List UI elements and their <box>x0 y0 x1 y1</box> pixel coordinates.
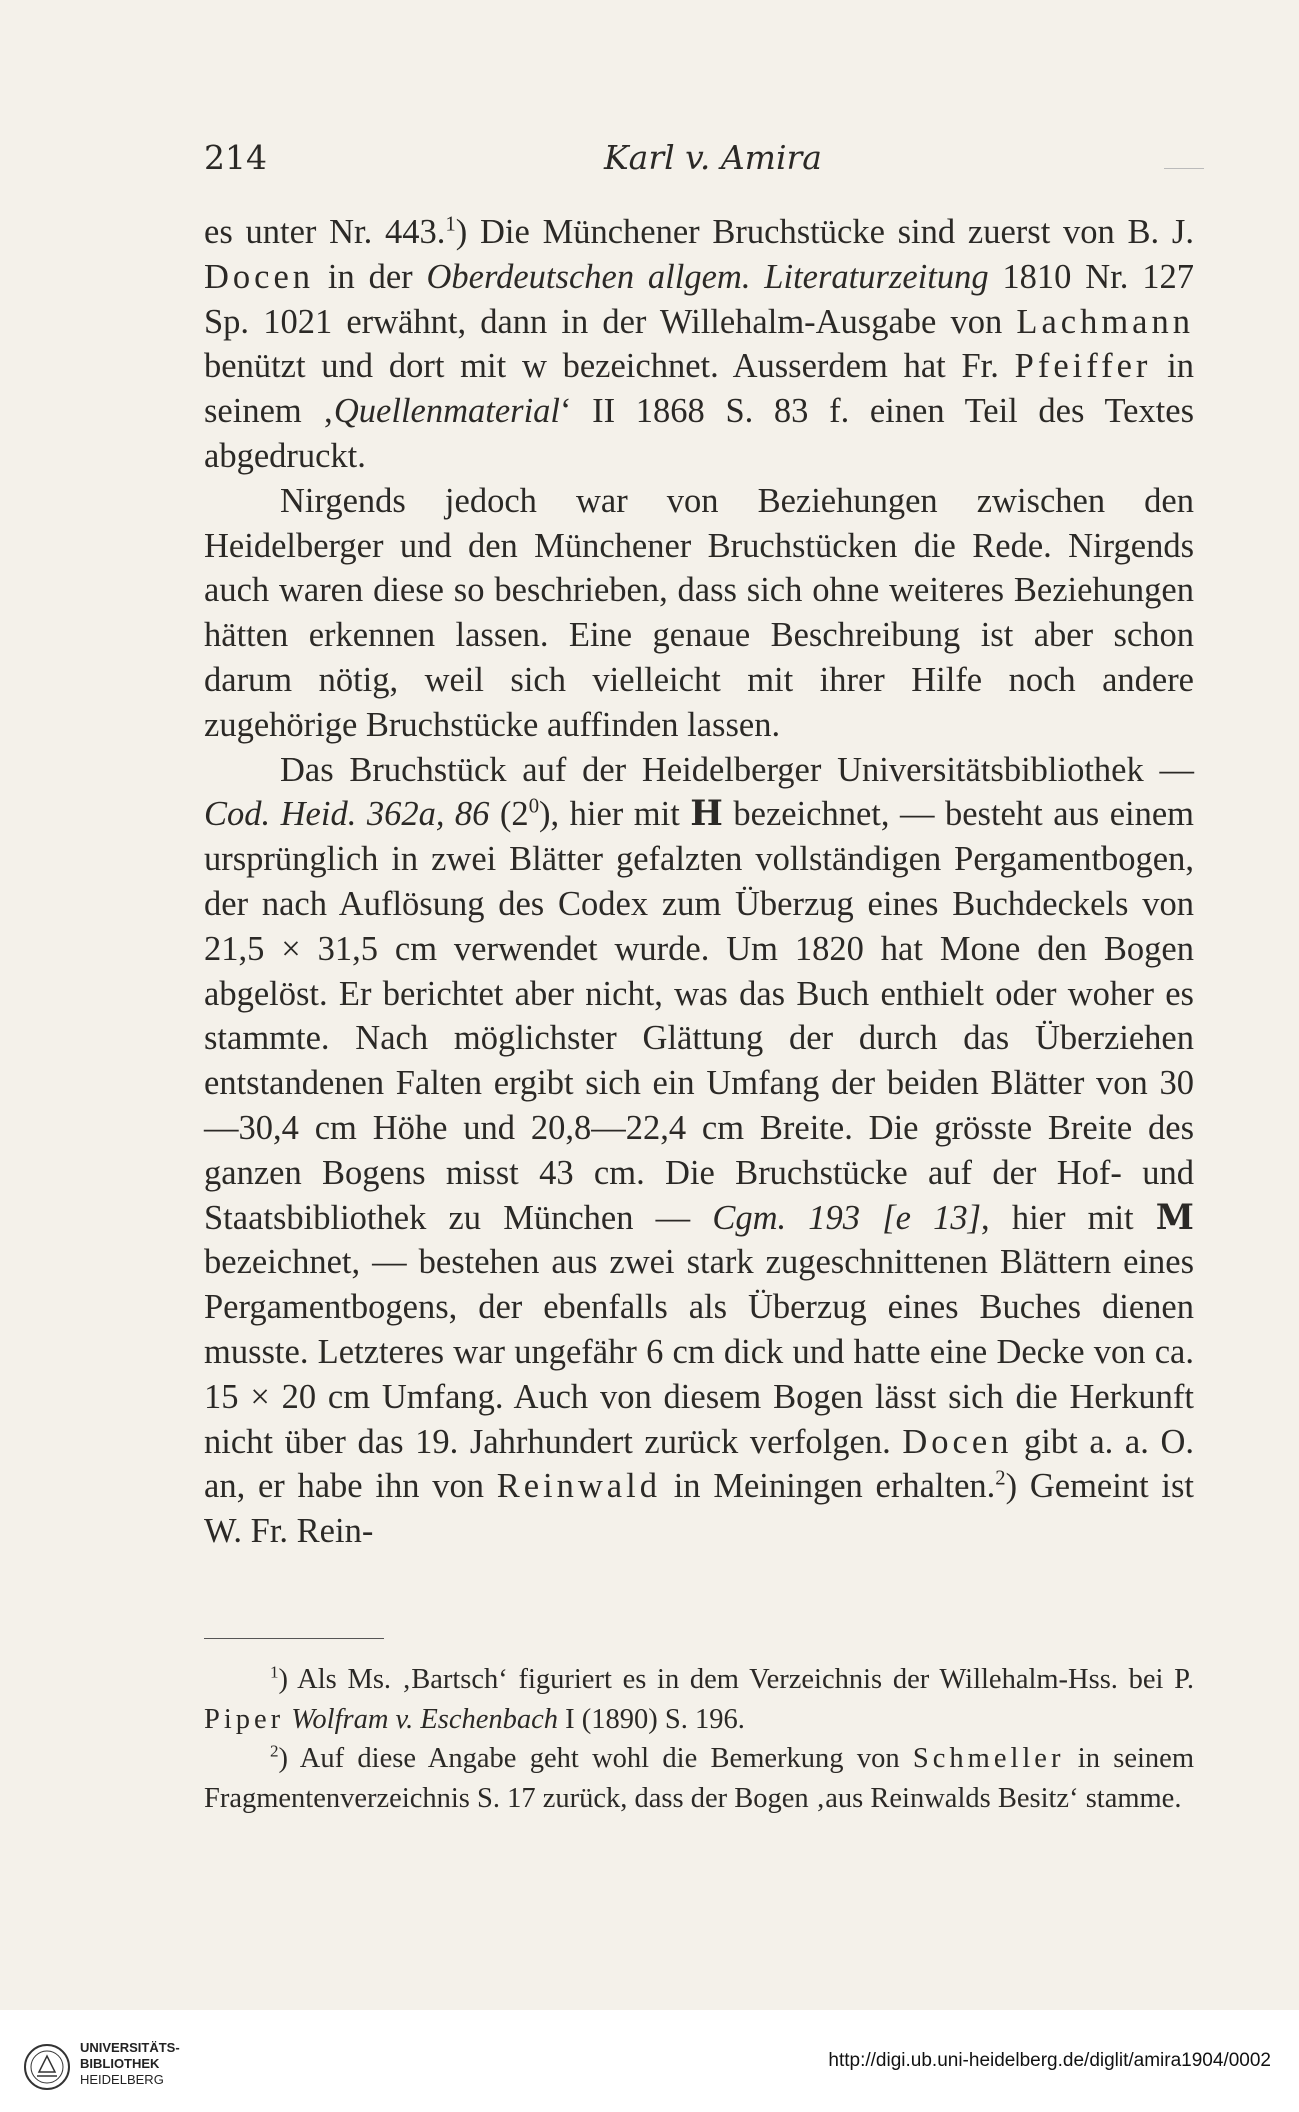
name-docen: Docen <box>204 257 315 296</box>
footer-bar <box>0 2010 1299 2112</box>
title-oberdeutsch: Oberdeutschen allgem. Literaturzeitung <box>426 257 989 296</box>
text-run: , hier mit <box>981 1198 1156 1237</box>
sigil-m: M <box>1155 1197 1194 1238</box>
text-run: in der <box>314 257 427 296</box>
title-quellenmaterial: Quellenmaterial <box>333 392 560 431</box>
running-title: Karl v. Amira <box>604 138 822 177</box>
text-run: in seinem Fragmentenverzeichnis S. 17 zurück, dass der Bogen ‚aus Reinwalds Besitz‘ stamme. <box>204 1743 1194 1814</box>
text-run: benützt und dort mit w bezeichnet. Ausserdem hat Fr. <box>204 347 1015 386</box>
name-lachmann: Lachmann <box>1016 302 1194 341</box>
text-run: ) Auf diese Angabe geht wohl die Bemerkung von <box>278 1743 913 1774</box>
name-docen: Docen <box>902 1422 1013 1461</box>
university-seal-icon <box>22 2042 72 2092</box>
footnote-rule <box>204 1638 384 1639</box>
running-head <box>204 138 1204 188</box>
text-run: ) Als Ms. ‚Bartsch‘ figuriert es in dem Verzeichnis der Willehalm-Hss. bei P. <box>278 1664 1194 1695</box>
text-run: (2 <box>489 795 529 834</box>
footnote-mark: 1 <box>270 1662 279 1682</box>
permalink-url[interactable]: http://digi.ub.uni-heidelberg.de/diglit/amira1904/0002 <box>828 2050 1271 2071</box>
text-run: gibt a. a. O. an, er habe ihn von <box>204 1422 1194 1506</box>
text-run: bezeichnet, — besteht aus einem ursprünglich in zwei Blätter gefalzten vollständigen Pergamentbogen, der nach Auflösung des Codex zum Überzug eines Buchdeckels von 21,5 × 31,5 cm verwendet wurde. Um 1820 hat Mone den Bogen abgelöst. Er berichtet aber nicht, was das Buch enthielt oder woher es stammte. Nach möglichster Glättung der durch das Überziehen entstandenen Falten ergibt sich ein Umfang der beiden Blätter von 30—30,4 cm Höhe und 20,8—22,4 cm Breite. Die grösste Breite des ganzen Bogens misst 43 cm. Die Bruchstücke auf der Hof- und Staatsbibliothek zu München — <box>204 795 1194 1237</box>
footnote-ref-1: 1 <box>445 213 456 236</box>
text-run: in Meiningen erhalten. <box>660 1467 996 1506</box>
page-number: 214 <box>204 138 267 177</box>
name-pfeiffer: Pfeiffer <box>1014 347 1152 386</box>
text-run: es unter Nr. 443. <box>204 213 446 251</box>
footnote-1 <box>204 1660 1194 1739</box>
body-text <box>204 210 1194 1554</box>
text-run: ), hier mit <box>539 795 691 834</box>
text-run: ) Die Münchener Bruchstücke sind zuerst von B. J. <box>455 213 1194 251</box>
text-run: bezeichnet, — bestehen aus zwei stark zugeschnittenen Blättern eines Pergamentbogens, der ebenfalls als Überzug eines Buches dienen musste. Letzteres war ungefähr 6 cm dick und hatte eine Decke von ca. 15 × 20 cm Umfang. Auch von diesem Bogen lässt sich die Herkunft nicht über das 19. Jahrhundert zurück verfolgen. <box>204 1243 1194 1461</box>
text-run: ‘ II 1868 S. 83 f. einen Teil des Textes abgedruckt. <box>204 392 1194 475</box>
title-wolfram: Wolfram v. Eschenbach <box>291 1703 559 1735</box>
name-reinwald: Reinwald <box>496 1467 661 1506</box>
paragraph-2: Nirgends jedoch war von Beziehungen zwischen den Heidelberger und den Münchener Bruchstücken die Rede. Nirgends auch waren diese so beschrieben, dass sich ohne weiteres Beziehungen hätten erkennen lassen. Eine genaue Beschreibung ist aber schon darum nötig, weil sich vielleicht mit ihrer Hilfe noch andere zugehörige Bruchstücke auffinden lassen. <box>204 481 1194 744</box>
text-run: in seinem ‚ <box>204 347 1194 431</box>
text-run: I (1890) S. 196. <box>558 1703 745 1735</box>
logo-line: BIBLIOTHEK <box>80 2056 160 2071</box>
footnotes <box>204 1660 1194 1818</box>
superscript: 0 <box>528 795 540 818</box>
paragraph-3 <box>204 748 1194 1554</box>
name-schmeller: Schmeller <box>912 1743 1065 1774</box>
logo-text <box>80 2040 180 2088</box>
head-rule <box>1164 168 1204 169</box>
text-run: Das Bruchstück auf der Heidelberger Universitätsbibliothek — <box>280 750 1194 789</box>
logo-line: UNIVERSITÄTS- <box>80 2040 180 2055</box>
footnote-2 <box>204 1739 1194 1818</box>
logo-line: HEIDELBERG <box>80 2072 164 2087</box>
text-run: 1810 Nr. 127 Sp. 1021 erwähnt, dann in der Willehalm-Ausgabe von <box>204 257 1195 341</box>
shelfmark-cgm: Cgm. 193 [e 13] <box>712 1198 982 1237</box>
text-run: ) Gemeint ist W. Fr. Rein- <box>204 1467 1194 1551</box>
paragraph-1 <box>204 210 1194 479</box>
shelfmark-heid: Cod. Heid. 362a, 86 <box>204 795 490 834</box>
sigil-h: H <box>690 794 723 835</box>
name-piper: Piper <box>204 1703 285 1735</box>
footnote-mark: 2 <box>270 1741 279 1761</box>
library-logo[interactable] <box>22 2030 222 2100</box>
footnote-ref-2: 2 <box>995 1467 1006 1490</box>
